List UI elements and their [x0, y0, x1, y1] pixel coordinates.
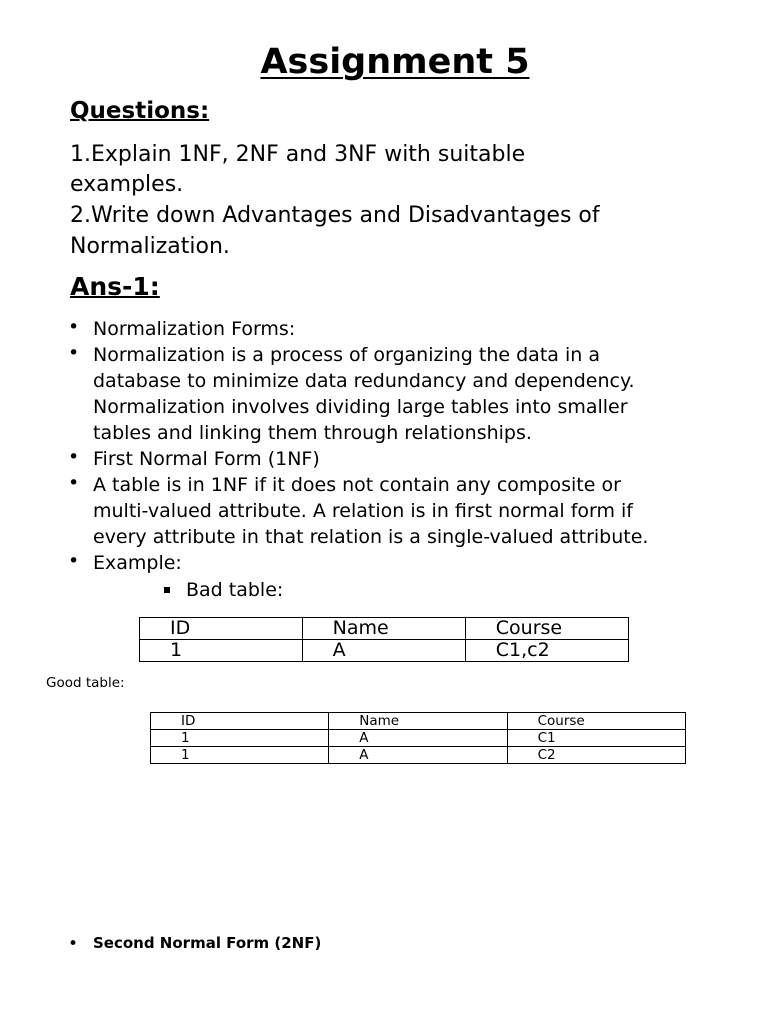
table-cell: 1 [151, 747, 329, 764]
list-item-line: Normalization involves dividing large tables into smaller [93, 396, 628, 418]
table-header-cell: ID [140, 618, 303, 640]
table-cell: 1 [140, 640, 303, 662]
table-header-cell: ID [151, 713, 329, 730]
table-row [140, 640, 629, 662]
list-item-line: A table is in 1NF if it does not contain any composite or [93, 474, 621, 496]
list-item: Example: [93, 552, 182, 574]
bullet-icon: • [68, 342, 80, 364]
list-item: First Normal Form (1NF) [93, 448, 320, 470]
question-line: 2.Write down Advantages and Disadvantages of [70, 203, 600, 228]
bullet-icon: • [68, 316, 80, 338]
table-header-cell: Course [465, 618, 628, 640]
bullet-icon: • [68, 934, 79, 954]
bullet-icon: • [68, 550, 80, 572]
answer-heading: Ans-1: [70, 272, 160, 301]
table-cell: A [302, 640, 465, 662]
bullet-icon: • [68, 472, 80, 494]
list-item-line: every attribute in that relation is a single-valued attribute. [93, 526, 649, 548]
table-cell: A [329, 747, 507, 764]
table-header-row [140, 618, 629, 640]
table-cell: 1 [151, 730, 329, 747]
second-normal-form-heading: Second Normal Form (2NF) [93, 934, 322, 952]
table-header-cell: Course [507, 713, 685, 730]
bad-table [139, 617, 629, 662]
table-header-cell: Name [302, 618, 465, 640]
list-item-line: database to minimize data redundancy and dependency. [93, 370, 635, 392]
table-cell: A [329, 730, 507, 747]
questions-heading: Questions: [70, 98, 210, 124]
bullet-icon: • [68, 446, 80, 468]
good-table-label: Good table: [46, 675, 125, 691]
sub-list-item: Bad table: [186, 579, 284, 601]
good-table [150, 712, 686, 764]
table-cell: C2 [507, 747, 685, 764]
list-item: Normalization Forms: [93, 318, 296, 340]
table-header-cell: Name [329, 713, 507, 730]
table-header-row [151, 713, 686, 730]
page-title: Assignment 5 [260, 42, 530, 82]
question-line: 1.Explain 1NF, 2NF and 3NF with suitable [70, 142, 526, 167]
list-item-line: multi-valued attribute. A relation is in first normal form if [93, 500, 633, 522]
table-cell: C1,c2 [465, 640, 628, 662]
list-item-line: Normalization is a process of organizing the data in a [93, 344, 600, 366]
table-cell: C1 [507, 730, 685, 747]
question-line: Normalization. [70, 234, 230, 259]
list-item-line: tables and linking them through relationships. [93, 422, 532, 444]
table-row [151, 747, 686, 764]
square-bullet-icon [164, 587, 170, 593]
table-row [151, 730, 686, 747]
question-line: examples. [70, 172, 184, 197]
